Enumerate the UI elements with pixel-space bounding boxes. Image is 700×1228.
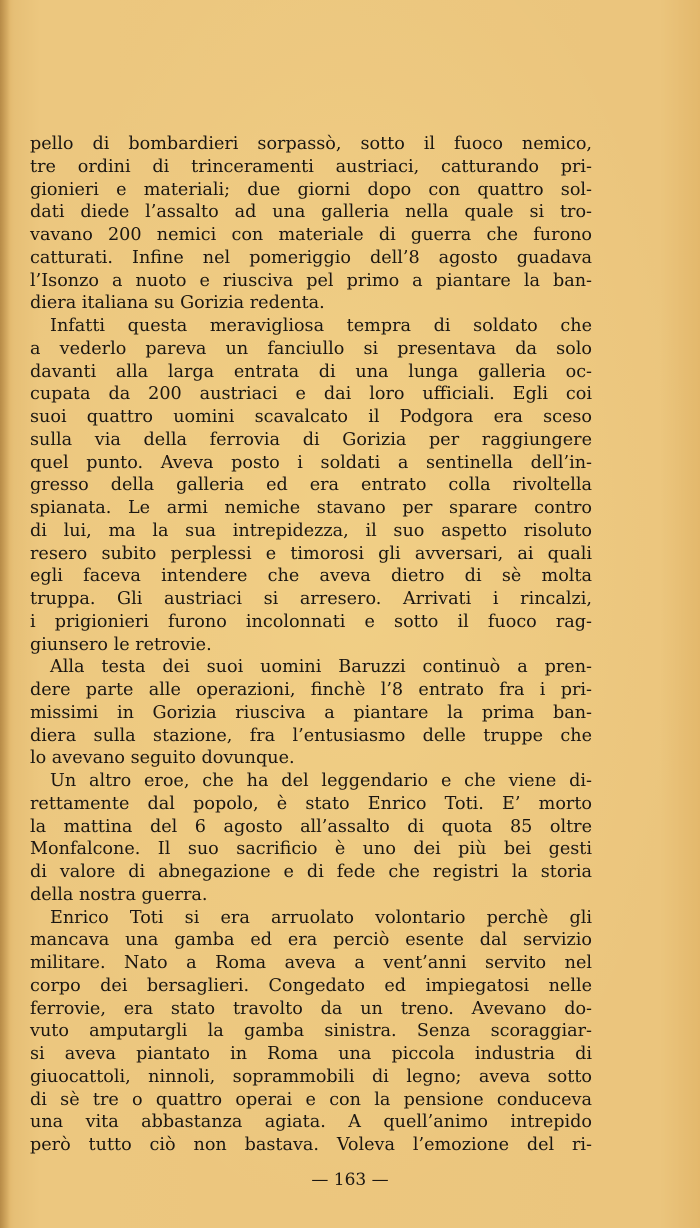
text-line: la mattina del 6 agosto all’assalto di quota 85 oltre [30,816,592,837]
text-line: giuocattoli, ninnoli, soprammobili di legno; aveva sotto [30,1066,592,1087]
text-line: l’Isonzo a nuoto e riusciva pel primo a piantare la ban- [30,270,592,291]
text-line: di sè tre o quattro operai e con la pensione conduceva [30,1089,592,1110]
text-line: corpo dei bersaglieri. Congedato ed impiegatosi nelle [30,975,592,996]
text-line: una vita abbastanza agiata. A quell’animo intrepido [30,1112,592,1133]
text-line: dere parte alle operazioni, finchè l’8 entrato fra i pri- [30,680,592,700]
text-line: ferrovie, era stato travolto da un treno. Avevano do- [30,998,592,1019]
text-line: suoi quattro uomini scavalcato il Podgora era sceso [30,407,592,427]
text-line: resero subito perplessi e timorosi gli avversari, ai quali [30,543,592,564]
text-line: dati diede l’assalto ad una galleria nella quale si tro- [30,202,592,223]
text-line: i prigionieri furono incolonnati e sotto il fuoco rag- [30,611,592,632]
text-line: si aveva piantato in Roma una piccola industria di [30,1044,592,1064]
text-line: diera sulla stazione, fra l’entusiasmo delle truppe che [30,725,592,746]
text-line: lo avevano seguito dovunque. [30,748,295,769]
text-line: spianata. Le armi nemiche stavano per sparare contro [30,498,592,518]
text-line: vavano 200 nemici con materiale di guerra che furono [30,225,592,245]
text-line: Alla testa dei suoi uomini Baruzzi continuò a pren- [50,657,592,678]
text-line: sulla via della ferrovia di Gorizia per raggiungere [30,429,592,450]
text-line: Monfalcone. Il suo sacrificio è uno dei più bei gesti [30,839,592,860]
binding-shadow [0,0,10,1228]
text-line: però tutto ciò non bastava. Voleva l’emozione del ri- [30,1135,592,1155]
text-line: a vederlo pareva un fanciullo si presentava da solo [30,338,592,359]
text-line: gresso della galleria ed era entrato colla rivoltella [30,475,592,496]
text-line: mancava una gamba ed era perciò esente dal servizio [30,930,592,951]
text-line: della nostra guerra. [30,884,208,905]
text-line: catturati. Infine nel pomeriggio dell’8 agosto guadava [30,247,592,268]
text-line: di lui, ma la sua intrepidezza, il suo aspetto risoluto [30,520,592,541]
text-line: diera italiana su Gorizia redenta. [30,293,325,314]
text-line: pello di bombardieri sorpassò, sotto il fuoco nemico, [30,134,592,154]
text-line: di valore di abnegazione e di fede che registri la storia [30,862,592,882]
text-line: davanti alla larga entrata di una lunga galleria oc- [30,361,592,382]
text-line: rettamente dal popolo, è stato Enrico Toti. E’ morto [30,793,592,814]
text-line: missimi in Gorizia riusciva a piantare la prima ban- [30,702,592,723]
text-line: militare. Nato a Roma aveva a vent’anni servito nel [30,953,592,973]
text-line: vuto amputargli la gamba sinistra. Senza scoraggiar- [30,1021,592,1042]
body-text [30,133,592,1157]
text-line: Infatti questa meravigliosa tempra di soldato che [50,316,592,336]
text-line: egli faceva intendere che aveva dietro di sè molta [30,566,592,587]
text-line: Enrico Toti si era arruolato volontario perchè gli [50,907,592,928]
text-line: quel punto. Aveva posto i soldati a sentinella dell’in- [30,452,592,473]
text-line: gionieri e materiali; due giorni dopo con quattro sol- [30,179,592,200]
page-number: — 163 — [311,1170,389,1190]
text-line: giunsero le retrovie. [30,634,212,655]
text-line: tre ordini di trinceramenti austriaci, catturando pri- [30,156,592,177]
text-line: Un altro eroe, che ha del leggendario e che viene di- [50,771,592,791]
text-line: cupata da 200 austriaci e dai loro ufficiali. Egli coi [30,384,592,405]
text-line: truppa. Gli austriaci si arresero. Arrivati i rincalzi, [30,589,592,609]
